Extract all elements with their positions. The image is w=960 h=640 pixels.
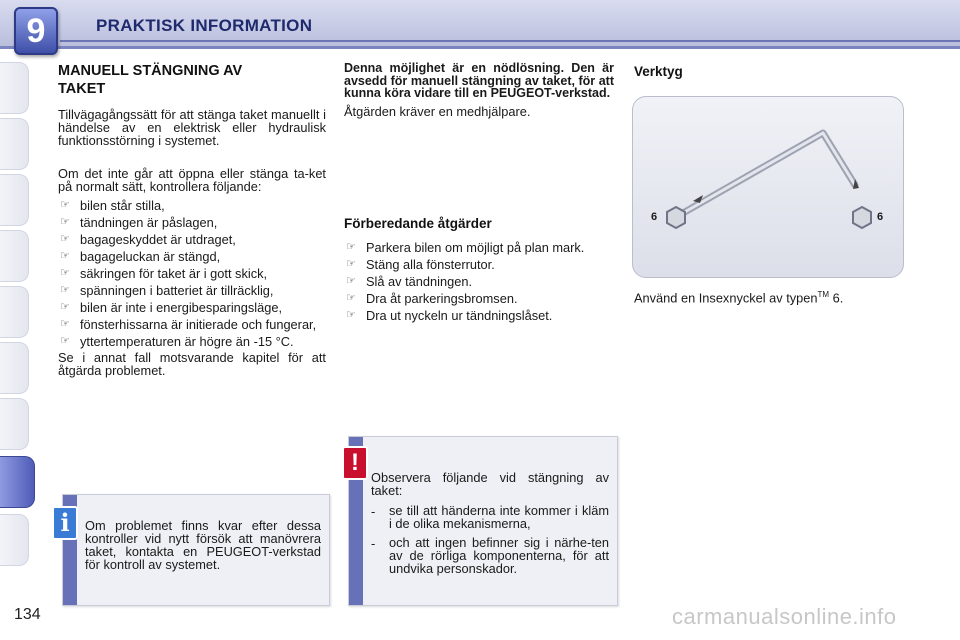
outro-paragraph: Se i annat fall motsvarande kapitel för att åtgärda problemet. xyxy=(58,350,326,378)
trademark-mark: TM xyxy=(817,290,830,299)
pointing-hand-icon: ☞ xyxy=(346,257,356,270)
warning-box xyxy=(348,436,618,606)
check-list xyxy=(58,199,326,348)
tool-caption: Använd en Insexnyckel av typen™ 6. xyxy=(634,290,844,306)
check-item: ☞ yttertemperaturen är högre än -15 °C. xyxy=(60,334,294,349)
check-intro: Om det inte går att öppna eller stänga ta-ket på normalt sätt, kontrollera följande: xyxy=(58,166,326,194)
check-item: ☞ bilen är inte i energibesparingsläge, xyxy=(60,300,283,315)
pointing-hand-icon: ☞ xyxy=(346,240,356,253)
check-item: ☞ tändningen är påslagen, xyxy=(60,215,218,230)
hex-key-illustration xyxy=(633,97,903,277)
pointing-hand-icon: ☞ xyxy=(60,233,70,245)
section-heading-line2: TAKET xyxy=(58,81,106,97)
info-icon: i xyxy=(52,506,78,540)
chapter-tab-3[interactable] xyxy=(0,174,29,226)
section-heading-line1: MANUELL STÄNGNING AV xyxy=(58,63,243,79)
prep-step: ☞ Dra åt parkeringsbromsen. xyxy=(346,290,518,306)
warning-item: - och att ingen befinner sig i närhe-ten av de rörliga komponenterna, för att undvika personskador. xyxy=(371,535,609,576)
left-column xyxy=(58,62,326,377)
pointing-hand-icon: ☞ xyxy=(60,318,70,330)
check-item: ☞ bilen står stilla, xyxy=(60,198,165,213)
check-item: ☞ fönsterhissarna är initierade och fungerar, xyxy=(60,317,317,332)
pointing-hand-icon: ☞ xyxy=(60,250,70,262)
check-item: ☞ spänningen i batteriet är tillräcklig, xyxy=(60,283,274,298)
check-item: ☞ säkringen för taket är i gott skick, xyxy=(60,266,268,281)
prep-step: ☞ Parkera bilen om möjligt på plan mark. xyxy=(346,239,585,255)
info-box xyxy=(62,494,330,606)
chapter-tab-2[interactable] xyxy=(0,118,29,170)
dash-marker: - xyxy=(371,504,376,519)
prep-step: ☞ Stäng alla fönsterrutor. xyxy=(346,256,495,272)
info-text: Om problemet finns kvar efter dessa kontroller vid nytt försök att manövrera taket, kontakta en PEUGEOT-verkstad för kontroll av systemet. xyxy=(85,518,321,572)
prep-step: ☞ Dra ut nyckeln ur tändningslåset. xyxy=(346,307,553,323)
pointing-hand-icon: ☞ xyxy=(346,291,356,304)
pointing-hand-icon: ☞ xyxy=(60,199,70,211)
chapter-tab-1[interactable] xyxy=(0,62,29,114)
chapter-tab-6[interactable] xyxy=(0,342,29,394)
helper-note: Åtgärden kräver en medhjälpare. xyxy=(344,103,531,119)
prep-heading: Förberedande åtgärder xyxy=(344,215,492,231)
tool-label-right: 6 xyxy=(877,211,884,223)
emergency-note: Denna möjlighet är en nödlösning. Den är avsedd för manuell stängning av taket, för att kunna köra vidare till en PEUGEOT-verkstad. xyxy=(344,61,614,100)
pointing-hand-icon: ☞ xyxy=(60,335,70,347)
chapter-tab-10[interactable] xyxy=(0,514,29,566)
check-item: ☞ bagageluckan är stängd, xyxy=(60,249,221,264)
warning-content xyxy=(371,471,609,575)
tools-heading: Verktyg xyxy=(634,64,683,79)
prep-step: ☞ Slå av tändningen. xyxy=(346,273,473,289)
chapter-tab-5[interactable] xyxy=(0,286,29,338)
tool-illustration xyxy=(632,96,904,278)
page-number: 134 xyxy=(14,606,41,623)
intro-paragraph: Tillvägagångssätt för att stänga taket manuellt i händelse av en elektrisk eller hydraulisk funktionsstörning i systemet. xyxy=(58,107,326,148)
header-rule xyxy=(60,40,960,42)
watermark: carmanualsonline.info xyxy=(672,604,897,629)
pointing-hand-icon: ☞ xyxy=(346,308,356,321)
pointing-hand-icon: ☞ xyxy=(60,301,70,313)
chapter-tab-7[interactable] xyxy=(0,398,29,450)
warning-item: - se till att händerna inte kommer i kläm i de olika mekanismerna, xyxy=(371,503,609,531)
chapter-tab-4[interactable] xyxy=(0,230,29,282)
exclamation-icon: ! xyxy=(342,446,368,480)
pointing-hand-icon: ☞ xyxy=(346,274,356,287)
middle-column xyxy=(344,62,614,326)
check-item: ☞ bagageskyddet är utdraget, xyxy=(60,232,236,247)
dash-marker: - xyxy=(371,536,376,551)
chapter-badge: 9 xyxy=(14,7,58,55)
pointing-hand-icon: ☞ xyxy=(60,284,70,296)
chapter-tab-9-active[interactable] xyxy=(0,456,35,508)
page-title: PRAKTISK INFORMATION xyxy=(96,16,313,35)
pointing-hand-icon: ☞ xyxy=(60,216,70,228)
prep-list xyxy=(344,241,614,322)
warning-intro: Observera följande vid stängning av taket: xyxy=(371,470,609,498)
pointing-hand-icon: ☞ xyxy=(60,267,70,279)
tool-label-left: 6 xyxy=(651,211,658,223)
